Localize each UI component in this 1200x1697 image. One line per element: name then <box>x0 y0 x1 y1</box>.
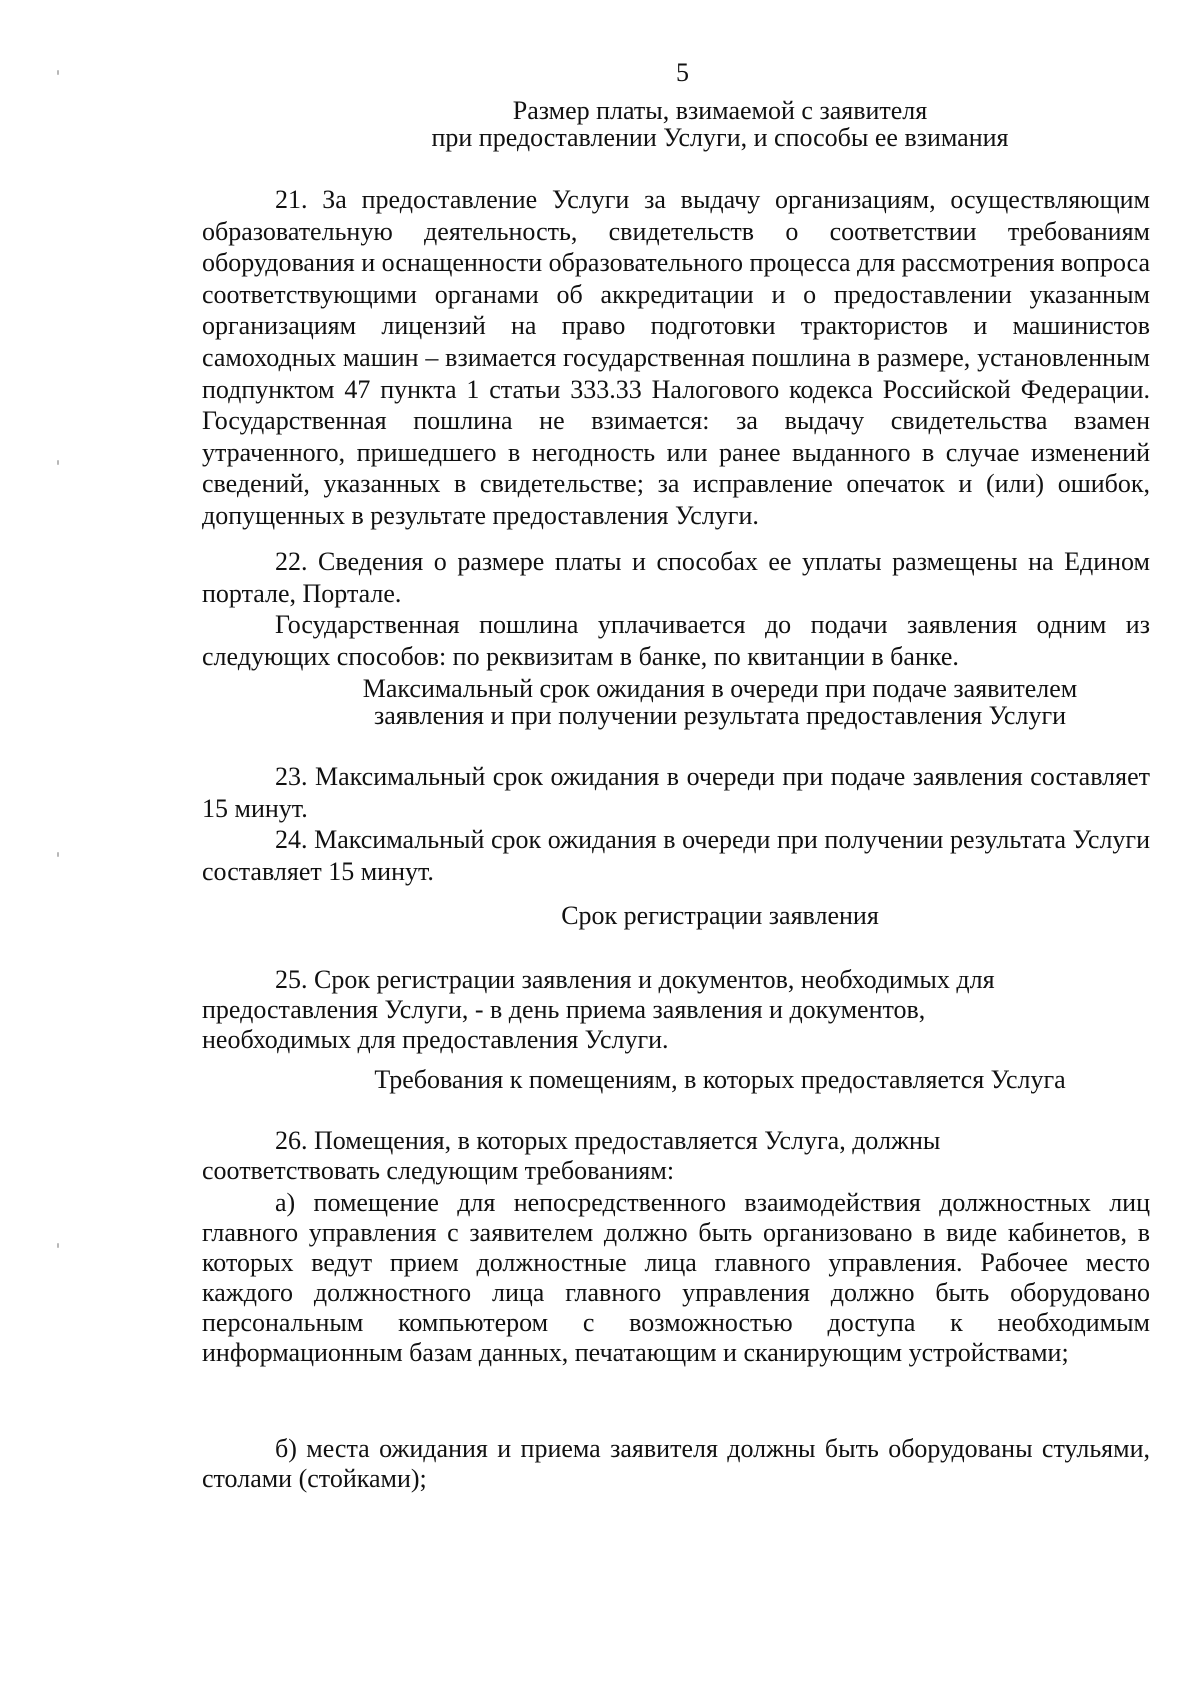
heading-line: заявления и при получении результата предоставления Услуги <box>373 701 1067 730</box>
paragraph-26 <box>202 1126 1150 1186</box>
heading-line: при предоставлении Услуги, и способы ее взимания <box>431 123 1009 152</box>
scan-speck <box>57 1243 59 1248</box>
paragraph-line: соответствовать следующим требованиям: <box>202 1156 675 1185</box>
section-heading-registration: Срок регистрации заявления <box>561 901 879 930</box>
paragraph-25 <box>202 965 1150 1055</box>
section-heading-fee <box>190 97 1200 151</box>
heading-line: Размер платы, взимаемой с заявителя <box>512 96 928 125</box>
section-heading-queue <box>190 675 1200 729</box>
paragraph-line: необходимых для предоставления Услуги. <box>202 1025 669 1054</box>
paragraph-26-a: а) помещение для непосредственного взаимодействия должностных лиц главного управления с заявителем должно быть организовано в виде кабинетов, в которых ведут прием должностные лица главного управления. Рабочее место каждого должностного лица главного управления должно быть оборудовано персональным компьютером с возможностью доступа к необходимым информационным базам данных, печатающим и сканирующим устройствами; <box>202 1188 1150 1367</box>
paragraph-line: 25. Срок регистрации заявления и документов, необходимых для <box>275 965 995 994</box>
paragraph-21: 21. За предоставление Услуги за выдачу организациям, осуществляющим образовательную деятельность, свидетельств о соответствии требованиям оборудования и оснащенности образовательного процесса для рассмотрения вопроса соответствующими органами об аккредитации и о предоставлении указанным организациям лицензий на право подготовки трактористов и машинистов самоходных машин – взимается государственная пошлина в размере, установленным подпунктом 47 пункта 1 статьи 333.33 Налогового кодекса Российской Федерации. Государственная пошлина не взимается: за выдачу свидетельства взамен утраченного, пришедшего в негодность или ранее выданного в случае изменений сведений, указанных в свидетельстве; за исправление опечаток и (или) ошибок, допущенных в результате предоставления Услуги. <box>202 185 1150 530</box>
scan-speck <box>57 460 59 465</box>
paragraph-line: 26. Помещения, в которых предоставляется Услуга, должны <box>275 1126 941 1155</box>
paragraph-22: 22. Сведения о размере платы и способах ее уплаты размещены на Едином портале, Портале. <box>202 547 1150 608</box>
paragraph-23: 23. Максимальный срок ожидания в очереди при подаче заявления составляет 15 минут. <box>202 762 1150 823</box>
heading-line: Максимальный срок ожидания в очереди при подаче заявителем <box>362 674 1078 703</box>
paragraph-26-b: б) места ожидания и приема заявителя должны быть оборудованы стульями, столами (стойками); <box>202 1434 1150 1493</box>
paragraph-22-payment-methods: Государственная пошлина уплачивается до подачи заявления одним из следующих способов: по реквизитам в банке, по квитанции в банке. <box>202 610 1150 671</box>
page-number: 5 <box>676 58 689 87</box>
section-heading-premises: Требования к помещениям, в которых предоставляется Услуга <box>374 1065 1066 1094</box>
scan-speck <box>57 852 59 857</box>
paragraph-24: 24. Максимальный срок ожидания в очереди при получении результата Услуги составляет 15 минут. <box>202 825 1150 886</box>
paragraph-line: предоставления Услуги, - в день приема заявления и документов, <box>202 995 926 1024</box>
